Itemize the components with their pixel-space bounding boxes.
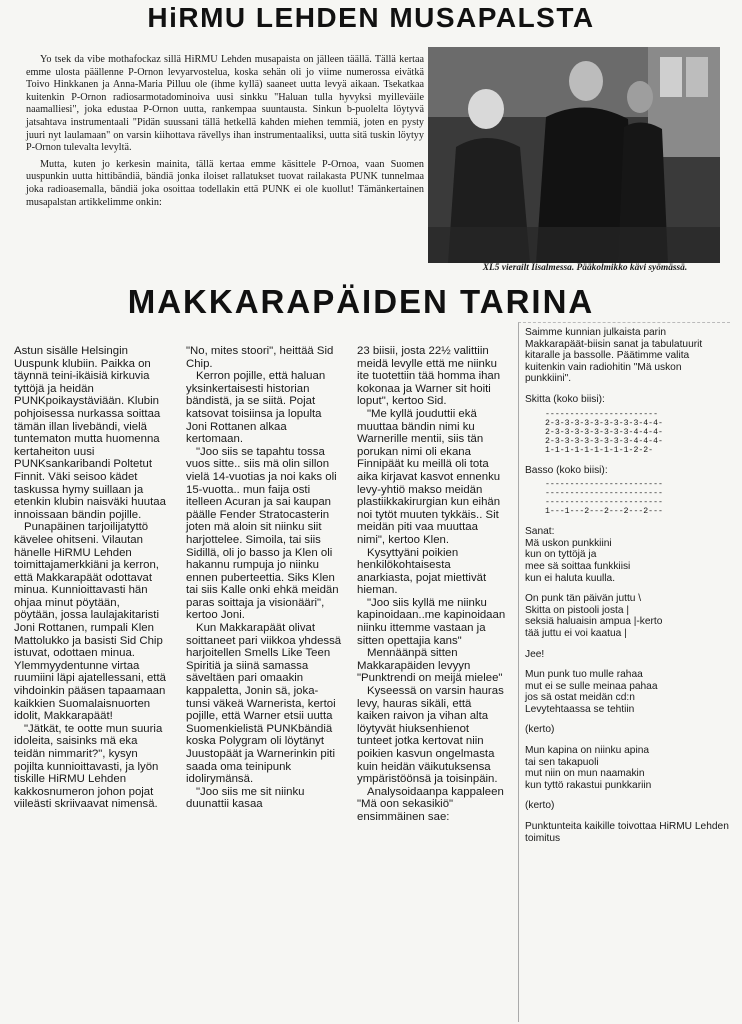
intro-paragraph: Mutta, kuten jo kerkesin mainita, tällä kertaa emme käsittele P-Ornoa, vaan Suomen uuspunkin uutta hittibändiä, bändiä jonka iloiset rallatukset tuovat railakasta PUNK tunnelmaa joka radioasemalla, bändiä joka osoittaa todellakin että PUNK ei ole kuollut! Tämänkertainen musapalstan artikkelimme onkin: — [26, 158, 424, 208]
bass-tab-label: Basso (koko biisi): — [525, 464, 608, 476]
article-paragraph: Kerron pojille, että haluan yksinkertaisesti historian bändistä, ja se siitä. Pojat katsovat toisiinsa ja lopulta Joni Rottanen alkaa kertomaan. — [186, 370, 326, 446]
article-paragraph: "Me kyllä jouduttii ekä muuttaa bändin nimi ku Warnerille mentii, siis tän porukan nimi oli ekana Finnipäät ku meillä oli tota aika kirjavat kasvot ennenku levy-yhtiö makso meidän plastiikkakirurgian kun eihän noi tytöt muuten tykkäis.. Sit meidän piti vaa muuttaa nimi", kertoo Klen. — [357, 407, 501, 546]
article-paragraph: Mennäänpä sitten Makkarapäiden levyyn "Punktrendi on meijä mielee" — [357, 647, 503, 685]
guitar-tab-label: Skitta (koko biisi): — [525, 393, 605, 405]
article-paragraph: Kyseessä on varsin hauras levy, hauras sikäli, että kaiken raivon ja vihan alta löytyvät hiuksenhienot tunteet jotka kertovat niin poikien kasvun ongelmasta kuin heidän väikutuksensa ympäristöönsä ja toisinpäin. — [357, 685, 504, 786]
intro-text — [26, 54, 424, 213]
bass-tab: ------------------------ ------------------------ ------------------------ 1---1---2---2---2---2--- — [545, 480, 663, 517]
lyrics-kerto: (kerto) — [525, 724, 555, 736]
article-paragraph: "Joo siis se tapahtu tossa vuos sitte.. siis mä olin sillon vielä 14-vuotias ja noi kaks oli 15-vuotta.. mun faija osti itelleen Acuran ja sai kaupan päälle Fender Stratocasterin joten mä aloin sit niinku siit harjottelee. Simoila, tai siis Sidillä, oli jo basso ja Klen oli hakannu rumpuja jo niinku ennen puberteettia. Siks Klen tai siis Kalle onki ehkä meidän paras soittaja ja visionääri", kertoo Joni. — [186, 445, 339, 622]
lyrics-shout: Jee! — [525, 648, 545, 660]
article-paragraph: "Joo siis me sit niinku duunattii kasaa — [186, 785, 305, 811]
article-paragraph: Kun Makkarapäät olivat soittaneet pari viikkoa yhdessä harjoitellen Smells Like Teen Spiritiä ja siinä samassa säveltäen pari omaakin kappaletta, Jonin sä, joka- tunsi väkeä Warnerista, kertoi pojille, että Warner etsii uutta Suomenkielistä PUNKbändiä koska Polygram oli löytänyt Juustopäät ja Warnerinkin piti saada oma teinipunk idolirymänsä. — [186, 622, 342, 786]
article-column-2 — [186, 345, 342, 811]
guitar-tab: ----------------------- 2-3-3-3-3-3-3-3-3-3-4-4- 2-3-3-3-3-3-3-3-3-4-4-4- 2-3-3-3-3-3-3-3-3-4-4-4- 1-1-1-1-1-1-1-1-1-2-2- — [545, 409, 663, 455]
article-column-1 — [14, 345, 166, 811]
article-paragraph: 23 biisii, josta 22½ valittiin meidä levylle että me niinku ite tuotettiin tää homma ihan kokonaa ja Warner sit hoiti loput", kertoo Sid. — [357, 345, 501, 408]
article-paragraph: Kysyttyäni poikien henkilökohtaisesta anarkiasta, pojat miettivät hieman. — [357, 546, 487, 597]
sidebox-intro: Saimme kunnian julkaista parin Makkarapäät-biisin sanat ja tabulatuurit kitaralle ja bassolle. Päätimme valita kuitenkin vain radiohitin "Mä uskon punkkiini". — [525, 327, 703, 385]
intro-paragraph: Yo tsek da vibe mothafockaz sillä HiRMU Lehden musapaista on jälleen täällä. Tällä kertaa emme ulosta päällenne P-Ornon levyarvostelua, koska sehän oli jo viime numerossa eivätkä Toivo Hinkkanen ja Anna-Maria Pilluu ole (ihme kyllä) saaneet uutta levyä aikaan. Tsekatkaa kuitenkin P-Ornon radiosarmotadominoiva uusi sinkku "Haluan tulla hyvyksi myilleväile naamalliesi", joka edustaa P-Ornon uutta, rankempaa suuntausta. Sinkun b-puolelta löytyvä jatsahtava instrumentaali "Pidän suussani tällä hetkellä kahden miehen temmiä, joten en pysty juuri nyt laulamaan" on varsin kiihottava rävellys ihan instrumentaaliksi, uutta sitä tuskin löytyy P-Ornon tulevalta levyltä. — [26, 54, 424, 154]
lyrics-sidebox — [518, 322, 730, 1022]
column-title: HiRMU LEHDEN MUSAPALSTA — [147, 2, 595, 33]
article-paragraph: Analysoidaanpa kappaleen "Mä oon sekasikiö" ensimmäinen sae: — [357, 785, 504, 823]
sidebox-outro: Punktunteita kaikille toivottaa HiRMU Lehden toimitus — [525, 821, 729, 844]
article-column-3 — [357, 345, 507, 824]
article-paragraph: "Jätkät, te ootte mun suuria idoleita, saisinks mä eka teidän nimmarit?", kysyn pojilta kunnioittavasti, ja lyön tiskille HiRMU Lehden kakkosnumeron johon pojat viileästi skriivaavat nimensä. — [14, 722, 163, 811]
lyrics-verse: Sanat: Mä uskon punkkiini kun on tyttöjä ja mee sä soittaa funkkiisi kun ei haluta kuulla. — [525, 526, 631, 584]
article-paragraph: Punapäinen tarjoilijatyttö kävelee ohitseni. Vilautan hänelle HiRMU Lehden toimittajamerkkiäni ja kerron, että Makkarapäät odottavat minua. Kunnioittavasti hän ohjaa minut pöytään, pöytään, jossa laulajakitaristi Joni Rottanen, rumpali Klen Mattolukko ja basisti Sid Chip istuvat, odottaen minua. Ylemmyydentunne virtaa ruumiini läpi ajatellessani, että vihdoinkin pääsen tapaamaan kaikkien Suomalaisnuorten idolit, Makkarapäät! — [14, 521, 166, 723]
lyrics-verse: Mun punk tuo mulle rahaa mut ei se sulle meinaa pahaa jos sä ostat meidän cd:n Levytehtaassa se tehtiin — [525, 669, 658, 715]
article-paragraph: "Joo siis kyllä me niinku kapinoidaan..me kapinoidaan niinku ittemme vastaan ja sitten opettajia kans" — [357, 596, 506, 647]
lyrics-kerto: (kerto) — [525, 800, 555, 812]
photo-caption: XL5 vierailt Iisalmessa. Pääkolmikko kävi syömässä. — [482, 263, 688, 273]
article-title: MAKKARAPÄIDEN TARINA — [127, 283, 595, 320]
article-paragraph: Astun sisälle Helsingin Uuspunk klubiin. Paikka on täynnä teini-ikäisiä kirkuvia tyttöjä ja heidän PUNKpoikaystäviään. Klubin pohjoisessa nurkassa soittaa tämän illan livebändi, vielä tuntematon mutta huomenna kertaheiton uusi PUNKsankaribandi Poltetut Finnit. Väki seisoo kädet taskussa hymy suillaan ja etenkin klubin naisväki huutaa innoissaan bändin pojille. — [14, 345, 166, 521]
band-photo — [428, 47, 720, 263]
article-paragraph: "No, mites stoori", heittää Sid Chip. — [186, 345, 334, 370]
lyrics-verse: Mun kapina on niinku apina tai sen takapuoli mut niin on mun naamakin kun tyttö rakastui punkkariin — [525, 745, 652, 791]
lyrics-chorus: On punk tän päivän juttu \ Skitta on pistooli josta | seksiä haluaisin ampua |-kerto tää juttu ei voi kaatua | — [525, 593, 663, 639]
